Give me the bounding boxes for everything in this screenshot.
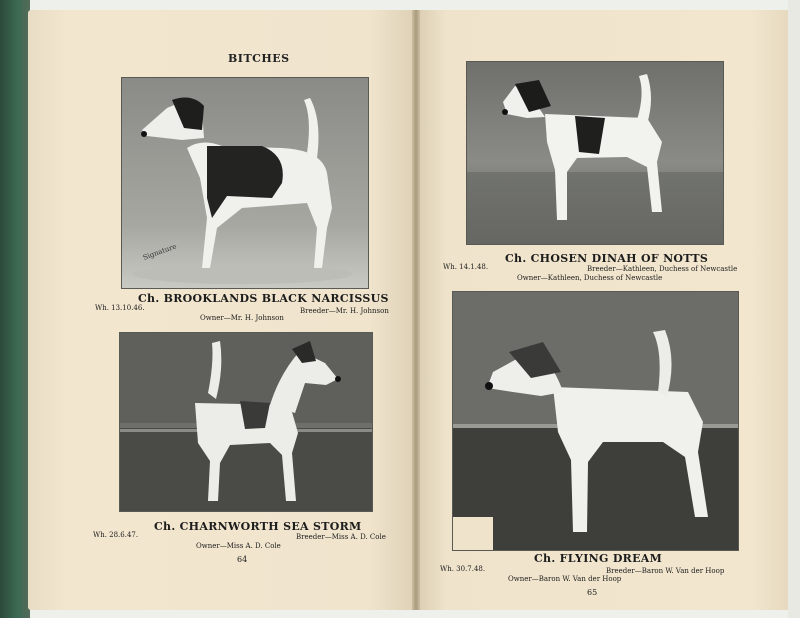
dog-name-brooklands: Ch. BROOKLANDS BLACK NARCISSUS [138, 292, 389, 305]
page-number-right: 65 [587, 588, 598, 597]
dog-name-flying-dream: Ch. FLYING DREAM [534, 552, 663, 565]
dog-name-charnworth: Ch. CHARNWORTH SEA STORM [154, 520, 362, 533]
whelped-date-charnworth: Wh. 28.6.47. [93, 531, 139, 539]
dog-photo-charnworth-sea-storm [119, 332, 373, 512]
owner-charnworth: Owner—Miss A. D. Cole [196, 542, 281, 550]
book-cover-edge [0, 0, 30, 618]
scan-right-margin [788, 0, 800, 618]
whelped-date-chosen-dinah: Wh. 14.1.48. [443, 263, 489, 271]
section-heading: BITCHES [228, 52, 290, 65]
whelped-date-brooklands: Wh. 13.10.46. [95, 304, 145, 312]
book-gutter [412, 10, 420, 610]
owner-chosen-dinah: Owner—Kathleen, Duchess of Newcastle [517, 274, 663, 282]
breeder-charnworth: Breeder—Miss A. D. Cole [296, 533, 386, 541]
page-number-left: 64 [237, 555, 248, 564]
owner-brooklands: Owner—Mr. H. Johnson [200, 314, 284, 322]
dog-name-chosen-dinah: Ch. CHOSEN DINAH OF NOTTS [505, 252, 709, 265]
breeder-brooklands: Breeder—Mr. H. Johnson [300, 307, 389, 315]
dog-photo-chosen-dinah [466, 61, 724, 245]
owner-flying-dream: Owner—Baron W. Van der Hoop [508, 575, 622, 583]
dog-photo-flying-dream [452, 291, 739, 551]
breeder-flying-dream: Breeder—Baron W. Van der Hoop [606, 567, 725, 575]
whelped-date-flying-dream: Wh. 30.7.48. [440, 565, 486, 573]
breeder-chosen-dinah: Breeder—Kathleen, Duchess of Newcastle [587, 265, 738, 273]
dog-photo-brooklands-black-narcissus [121, 77, 369, 289]
svg-text:Signature: Signature [141, 242, 178, 262]
